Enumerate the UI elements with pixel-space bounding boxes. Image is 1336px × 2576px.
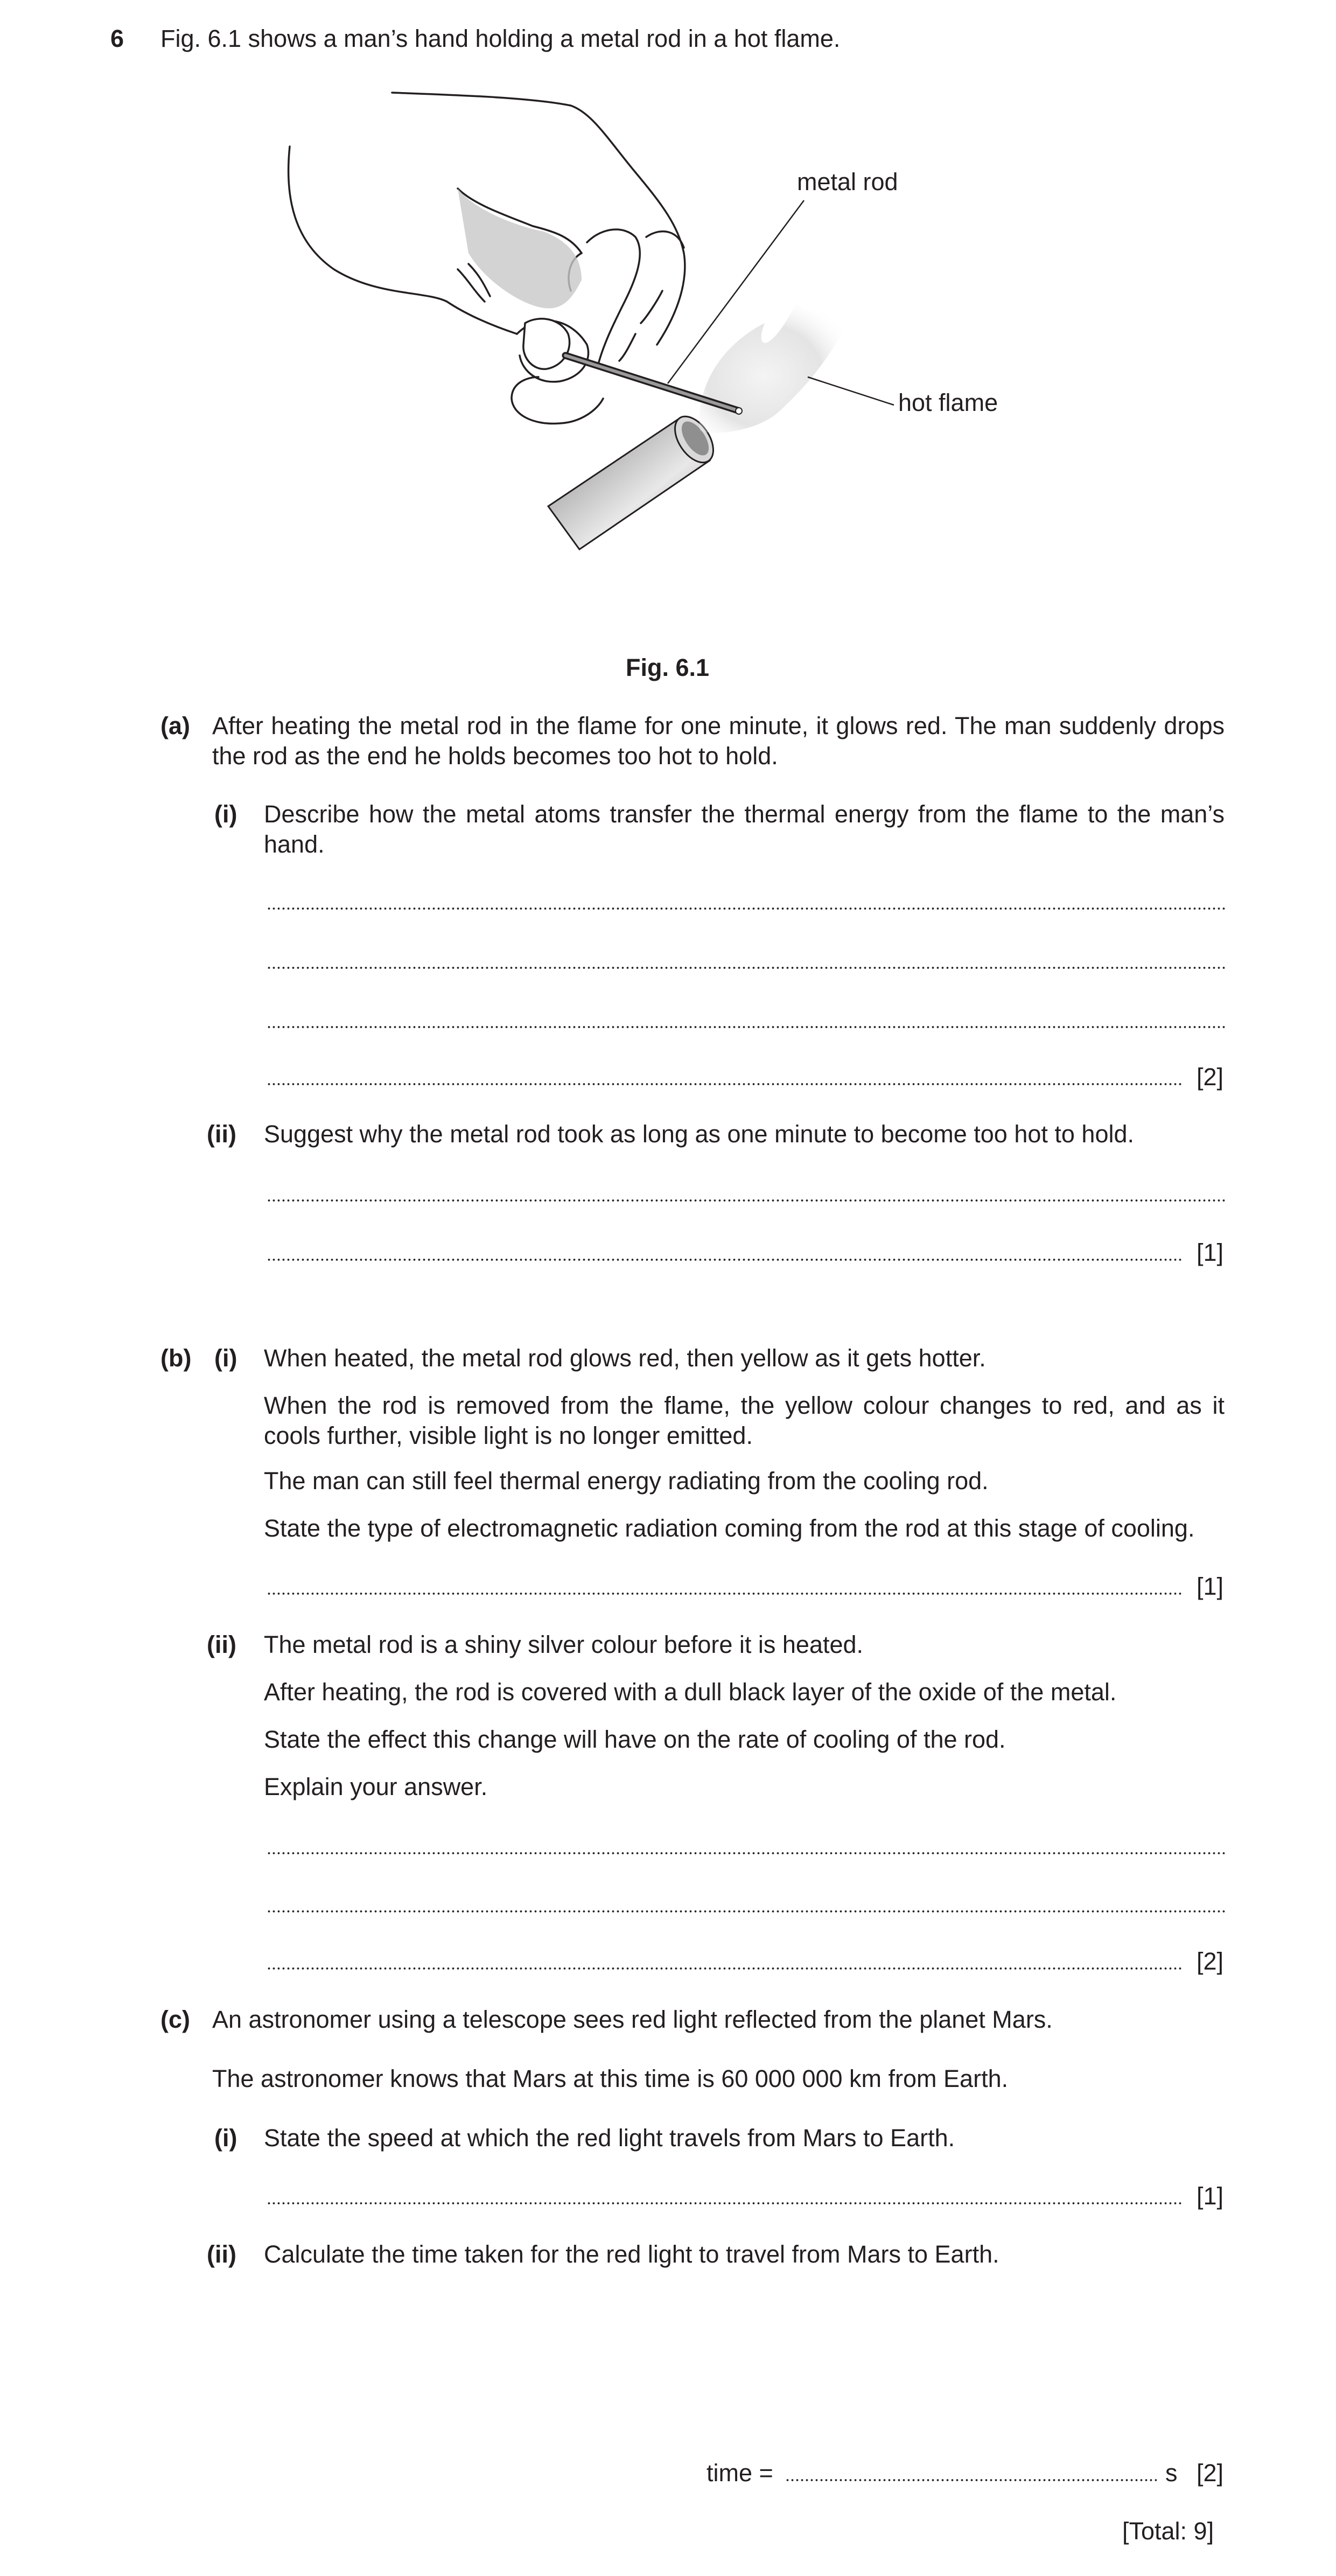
marks-c-i: [1] (1197, 2182, 1224, 2210)
part-b-label: (b) (160, 1344, 192, 1372)
part-c-p2: The astronomer knows that Mars at this time is 60 000 000 km from Earth. (212, 2065, 1009, 2092)
part-b-i-p3: The man can still feel thermal energy radiating from the cooling rod. (264, 1467, 989, 1495)
time-answer-unit: s (1165, 2459, 1178, 2487)
part-b-ii-p4: Explain your answer. (264, 1773, 488, 1800)
answer-line-c-i-1[interactable] (267, 2181, 1182, 2211)
answer-line-a-i-4[interactable] (267, 1062, 1182, 1092)
part-c-i-text: State the speed at which the red light travels from Mars to Earth. (264, 2124, 955, 2152)
part-c-label: (c) (160, 2006, 190, 2033)
finger-shading (458, 189, 582, 309)
marks-c-ii: [2] (1197, 2459, 1224, 2487)
part-b-ii-label: (ii) (207, 1631, 236, 1658)
part-a-ii-label: (ii) (207, 1120, 236, 1148)
time-answer-line[interactable] (785, 2458, 1157, 2488)
figure-hand-rod-flame (258, 81, 1023, 566)
question-intro: Fig. 6.1 shows a man’s hand holding a metal rod in a hot flame. (160, 25, 841, 52)
part-a-ii-text: Suggest why the metal rod took as long as one minute to become too hot to hold. (264, 1120, 1135, 1148)
part-a-i-text: Describe how the metal atoms transfer the thermal energy from the flame to the man’s hand. (264, 800, 1225, 858)
part-b-i-p4: State the type of electromagnetic radiation coming from the rod at this stage of cooling. (264, 1514, 1195, 1542)
part-a-stem: After heating the metal rod in the flame for one minute, it glows red. The man suddenly drops the rod as the end he holds becomes too hot to hold. (212, 712, 1225, 770)
answer-line-a-ii-1[interactable] (267, 1178, 1225, 1209)
answer-line-a-ii-2[interactable] (267, 1238, 1182, 1268)
total-marks: [Total: 9] (1122, 2517, 1214, 2545)
part-b-ii-p1: The metal rod is a shiny silver colour before it is heated. (264, 1631, 864, 1658)
part-c-ii-label: (ii) (207, 2240, 236, 2268)
burner-tube (548, 410, 721, 549)
marks-b-ii: [2] (1197, 1947, 1224, 1975)
time-answer-prefix: time = (707, 2459, 773, 2487)
answer-line-b-ii-1[interactable] (267, 1831, 1225, 1861)
flame (700, 291, 862, 433)
part-b-i-p1: When heated, the metal rod glows red, then yellow as it gets hotter. (264, 1344, 986, 1372)
answer-line-b-ii-3[interactable] (267, 1946, 1182, 1977)
marks-a-ii: [1] (1197, 1239, 1224, 1266)
part-b-i-label: (i) (214, 1344, 237, 1372)
marks-b-i: [1] (1197, 1573, 1224, 1600)
part-b-ii-p2: After heating, the rod is covered with a dull black layer of the oxide of the metal. (264, 1678, 1117, 1706)
answer-line-b-i-1[interactable] (267, 1572, 1182, 1602)
answer-line-a-i-1[interactable] (267, 886, 1225, 917)
part-c-p1: An astronomer using a telescope sees red light reflected from the planet Mars. (212, 2006, 1053, 2033)
answer-line-b-ii-2[interactable] (267, 1889, 1225, 1919)
part-b-ii-p3: State the effect this change will have on the rate of cooling of the rod. (264, 1726, 1006, 1753)
part-b-i-p2: When the rod is removed from the flame, the yellow colour changes to red, and as it cools further, visible light is no longer emitted. (264, 1392, 1225, 1449)
part-a-i-label: (i) (214, 800, 237, 828)
label-metal-rod: metal rod (797, 168, 898, 196)
marks-a-i: [2] (1197, 1063, 1224, 1091)
answer-line-a-i-2[interactable] (267, 946, 1225, 976)
part-c-i-label: (i) (214, 2124, 237, 2152)
leader-line-flame (808, 377, 894, 405)
figure-caption: Fig. 6.1 (626, 654, 710, 681)
thumbnail (523, 319, 570, 369)
label-hot-flame: hot flame (898, 389, 998, 416)
question-number: 6 (110, 25, 124, 52)
part-a-label: (a) (160, 712, 190, 739)
answer-line-a-i-3[interactable] (267, 1005, 1225, 1035)
part-c-ii-text: Calculate the time taken for the red light to travel from Mars to Earth. (264, 2240, 999, 2268)
